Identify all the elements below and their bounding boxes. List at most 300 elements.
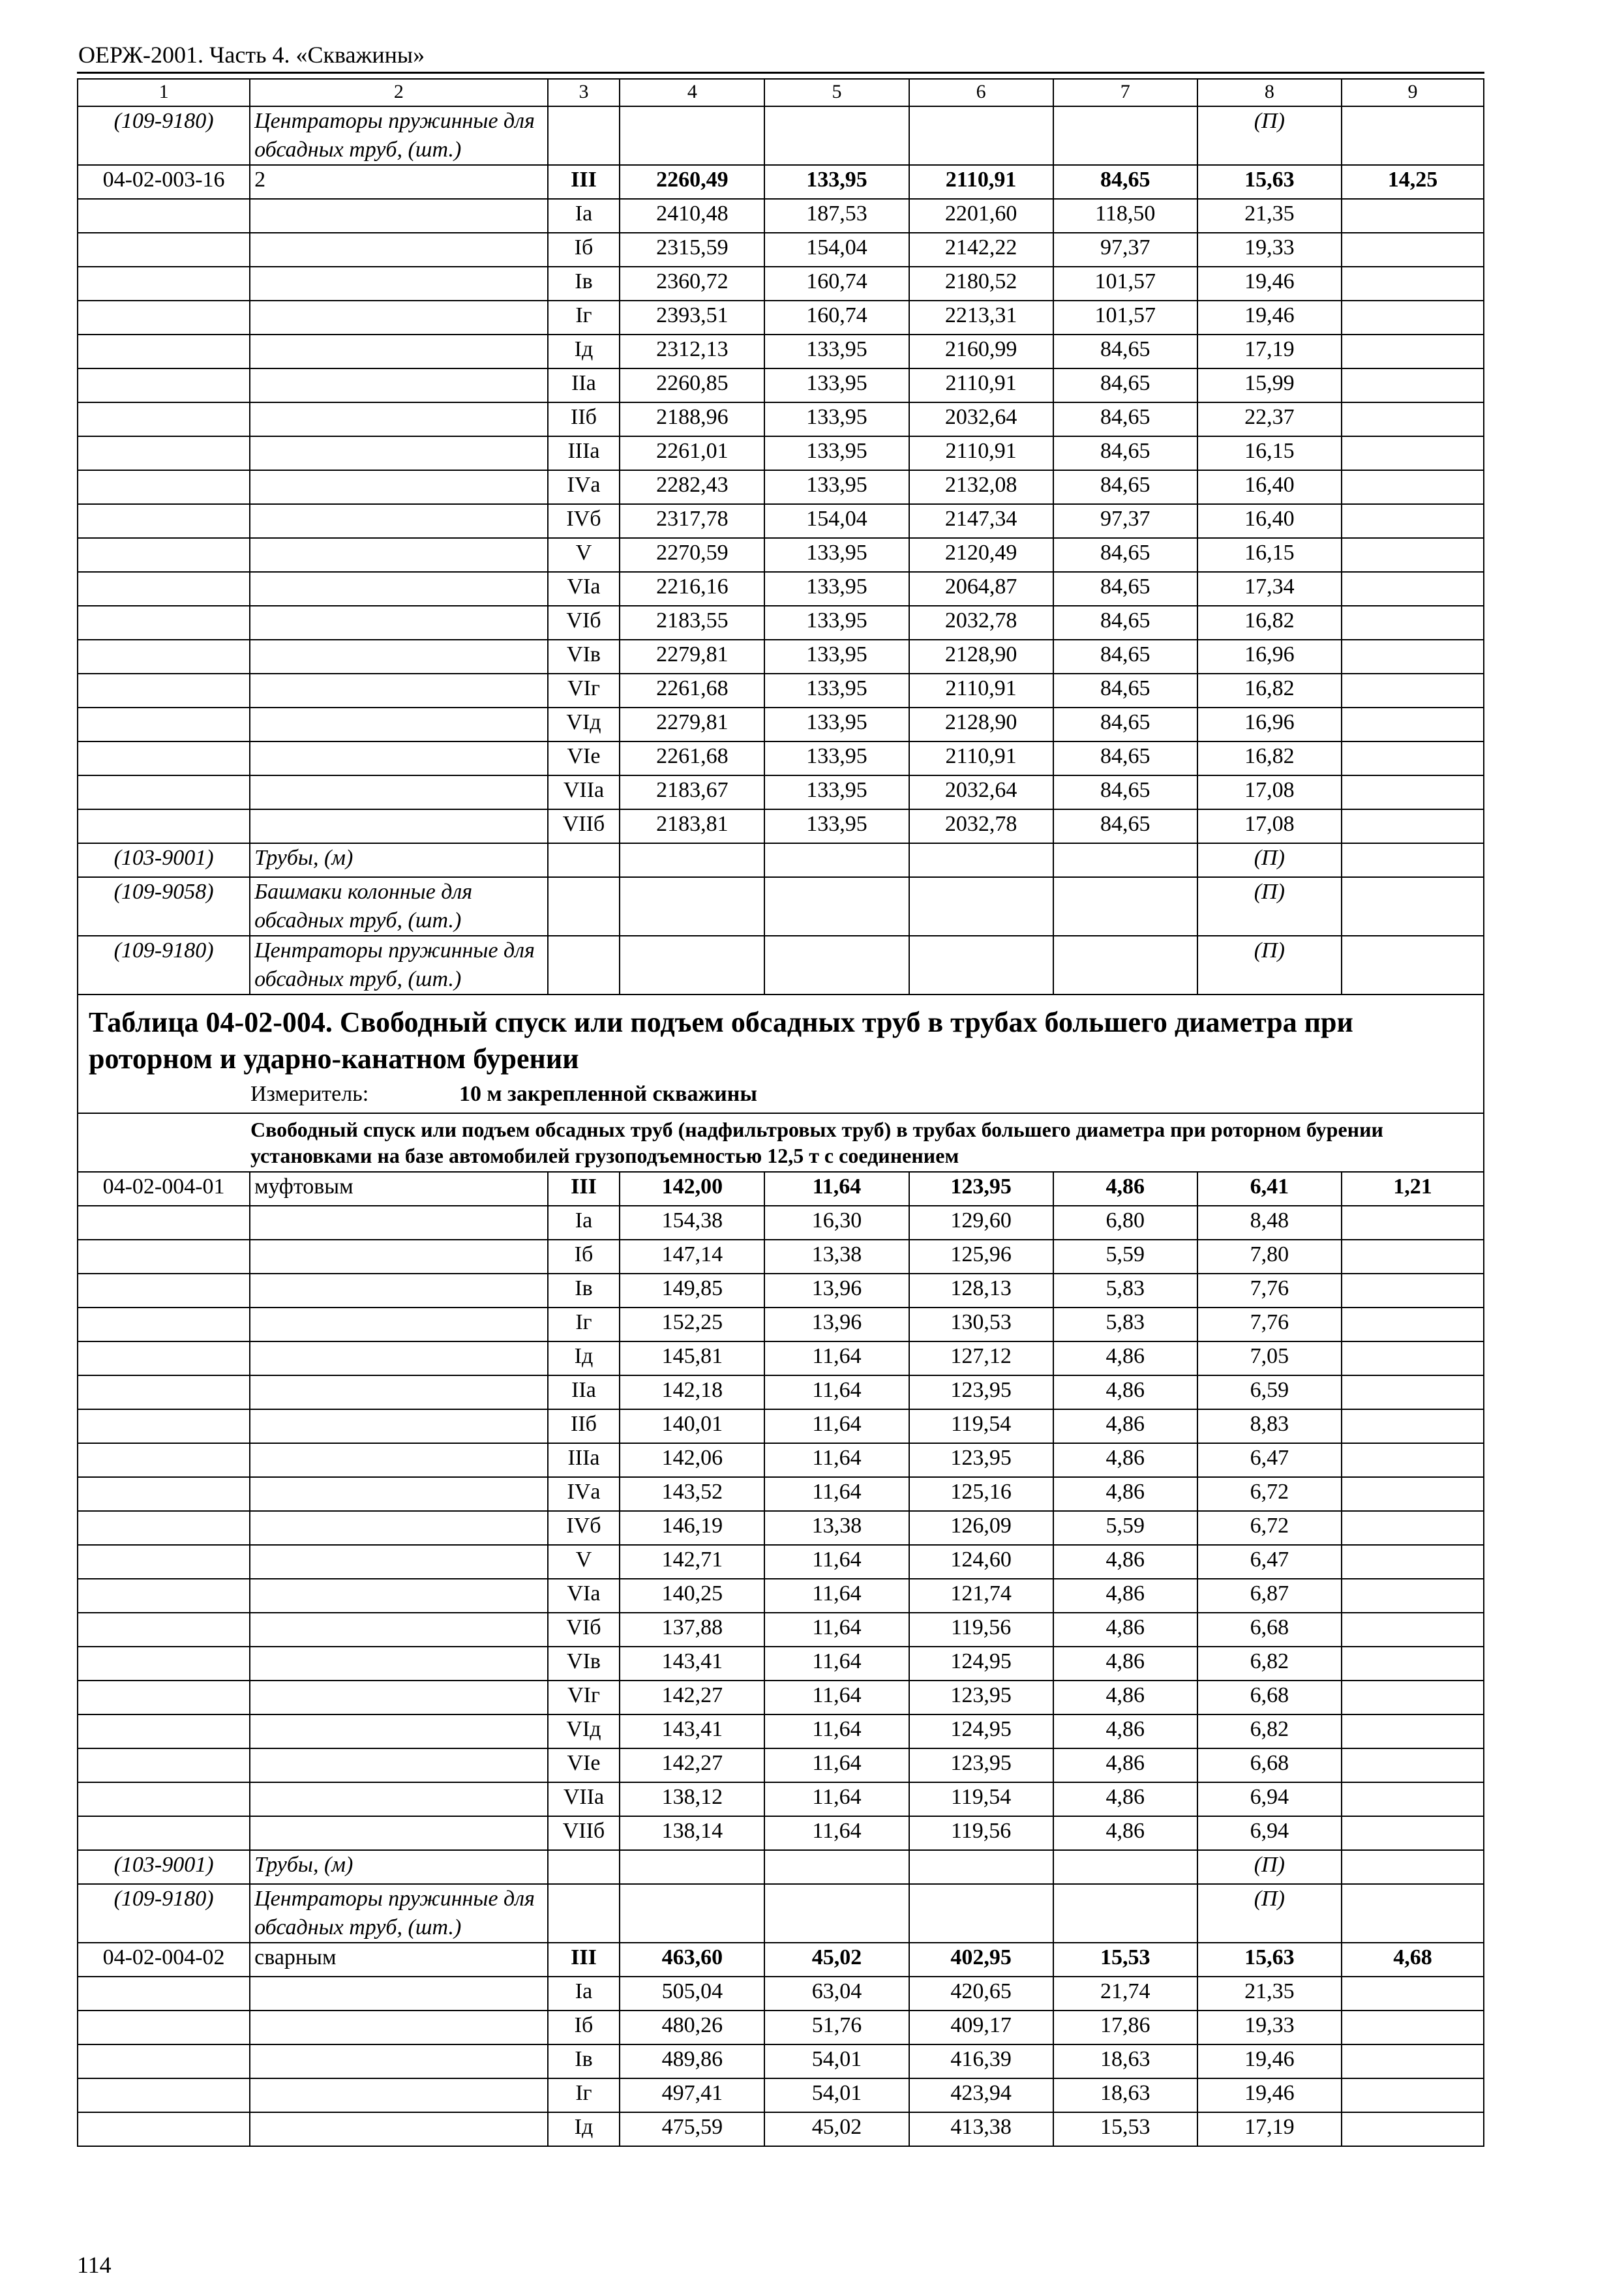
zone-code: VIIб: [548, 1816, 620, 1850]
empty-cell: [250, 1545, 548, 1579]
value-cell: 11,64: [764, 1375, 909, 1409]
value-cell: 133,95: [764, 572, 909, 606]
empty-cell: [78, 436, 250, 470]
value-cell: 19,33: [1197, 2011, 1342, 2044]
rate-row: [78, 775, 1484, 809]
zone-code: VIд: [548, 708, 620, 741]
empty-cell: [250, 1579, 548, 1613]
value-cell: 147,14: [620, 1240, 764, 1274]
value-cell: 4,86: [1053, 1545, 1197, 1579]
value-cell: 133,95: [764, 640, 909, 674]
empty-cell: [1053, 877, 1197, 936]
zone-code: IVа: [548, 1477, 620, 1511]
zone-code: Iг: [548, 1308, 620, 1341]
empty-cell: [1342, 1545, 1484, 1579]
value-cell: 402,95: [909, 1943, 1053, 1977]
value-cell: 2213,31: [909, 301, 1053, 335]
rate-row: [78, 640, 1484, 674]
value-cell: 2279,81: [620, 708, 764, 741]
zone-code: IIб: [548, 1409, 620, 1443]
empty-cell: [250, 1816, 548, 1850]
empty-cell: [250, 504, 548, 538]
value-cell: 475,59: [620, 2112, 764, 2146]
value-cell: 15,53: [1053, 2112, 1197, 2146]
value-cell: 119,56: [909, 1613, 1053, 1647]
value-cell: 118,50: [1053, 199, 1197, 233]
rate-name: муфтовым: [250, 1172, 548, 1206]
empty-cell: [764, 936, 909, 995]
zone-code: IVа: [548, 470, 620, 504]
value-cell: 11,64: [764, 1647, 909, 1681]
value-cell: 84,65: [1053, 538, 1197, 572]
resource-name: Центраторы пружинные для обсадных труб, (шт.): [250, 936, 548, 995]
value-cell: 84,65: [1053, 741, 1197, 775]
empty-cell: [250, 640, 548, 674]
zone-code: Iг: [548, 2078, 620, 2112]
value-cell: 142,71: [620, 1545, 764, 1579]
value-cell: 15,53: [1053, 1943, 1197, 1977]
value-cell: 6,82: [1197, 1714, 1342, 1748]
zone-code: Iб: [548, 233, 620, 267]
rate-row: [78, 504, 1484, 538]
value-cell: 4,86: [1053, 1816, 1197, 1850]
resource-row: [78, 936, 1484, 995]
column-number: 5: [764, 79, 909, 106]
value-cell: 16,96: [1197, 708, 1342, 741]
value-cell: 142,00: [620, 1172, 764, 1206]
value-cell: 5,59: [1053, 1240, 1197, 1274]
value-cell: 137,88: [620, 1613, 764, 1647]
empty-cell: [1342, 606, 1484, 640]
empty-cell: [250, 1341, 548, 1375]
empty-cell: [1053, 1850, 1197, 1884]
zone-code: III: [548, 165, 620, 199]
running-header: ОЕРЖ-2001. Часть 4. «Скважины»: [78, 42, 425, 68]
zone-code: Iа: [548, 1206, 620, 1240]
empty-cell: [1342, 301, 1484, 335]
value-cell: 17,19: [1197, 2112, 1342, 2146]
value-cell: 2216,16: [620, 572, 764, 606]
empty-cell: [1342, 2044, 1484, 2078]
rates-table: [77, 78, 1484, 2147]
column-number: 8: [1197, 79, 1342, 106]
value-cell: 45,02: [764, 1943, 909, 1977]
value-cell: 6,68: [1197, 1681, 1342, 1714]
header-rule: [77, 72, 1484, 74]
empty-cell: [1342, 2011, 1484, 2044]
value-cell: 140,25: [620, 1579, 764, 1613]
empty-cell: [78, 2078, 250, 2112]
zone-code: VIа: [548, 1579, 620, 1613]
value-cell: 4,86: [1053, 1375, 1197, 1409]
value-cell: 2282,43: [620, 470, 764, 504]
value-cell: 16,82: [1197, 606, 1342, 640]
zone-code: IIIа: [548, 1443, 620, 1477]
empty-cell: [1342, 1308, 1484, 1341]
zone-code: III: [548, 1943, 620, 1977]
value-cell: 5,83: [1053, 1274, 1197, 1308]
resource-code: (109-9180): [78, 936, 250, 995]
value-cell: 11,64: [764, 1477, 909, 1511]
zone-code: VIв: [548, 1647, 620, 1681]
empty-cell: [620, 877, 764, 936]
value-cell: 4,86: [1053, 1477, 1197, 1511]
value-cell: 18,63: [1053, 2078, 1197, 2112]
empty-cell: [78, 1545, 250, 1579]
empty-cell: [78, 1511, 250, 1545]
value-cell: 2183,81: [620, 809, 764, 843]
rate-row: [78, 1714, 1484, 1748]
empty-cell: [1342, 233, 1484, 267]
value-cell: 7,80: [1197, 1240, 1342, 1274]
empty-cell: [250, 708, 548, 741]
value-cell: 125,16: [909, 1477, 1053, 1511]
value-cell: 6,82: [1197, 1647, 1342, 1681]
rate-row: [78, 1477, 1484, 1511]
value-cell: 4,86: [1053, 1647, 1197, 1681]
empty-cell: [250, 1748, 548, 1782]
value-cell: 2128,90: [909, 708, 1053, 741]
value-cell: 17,19: [1197, 335, 1342, 368]
empty-cell: [1342, 1206, 1484, 1240]
resource-name: Трубы, (м): [250, 843, 548, 877]
zone-code: IVб: [548, 504, 620, 538]
empty-cell: [250, 1409, 548, 1443]
value-cell: 16,96: [1197, 640, 1342, 674]
value-cell: 19,33: [1197, 233, 1342, 267]
value-cell: 7,76: [1197, 1308, 1342, 1341]
zone-code: VIд: [548, 1714, 620, 1748]
rate-row: [78, 1206, 1484, 1240]
value-cell: 2160,99: [909, 335, 1053, 368]
value-cell: 11,64: [764, 1579, 909, 1613]
value-cell: 489,86: [620, 2044, 764, 2078]
value-cell: 129,60: [909, 1206, 1053, 1240]
value-cell: 160,74: [764, 267, 909, 301]
rate-row: [78, 1375, 1484, 1409]
empty-cell: [250, 1647, 548, 1681]
rate-row: [78, 1647, 1484, 1681]
zone-code: IIа: [548, 1375, 620, 1409]
resource-mark: (П): [1197, 936, 1342, 995]
empty-cell: [250, 674, 548, 708]
value-cell: 187,53: [764, 199, 909, 233]
column-number: 2: [250, 79, 548, 106]
empty-cell: [78, 1977, 250, 2011]
empty-cell: [909, 1850, 1053, 1884]
value-cell: 6,94: [1197, 1782, 1342, 1816]
value-cell: 18,63: [1053, 2044, 1197, 2078]
value-cell: 63,04: [764, 1977, 909, 2011]
resource-row: [78, 877, 1484, 936]
measure-label: Измеритель:: [250, 1082, 369, 1106]
value-cell: 123,95: [909, 1681, 1053, 1714]
empty-cell: [250, 1206, 548, 1240]
value-cell: 19,46: [1197, 301, 1342, 335]
value-cell: 4,86: [1053, 1409, 1197, 1443]
value-cell: 13,96: [764, 1274, 909, 1308]
rate-row: [78, 165, 1484, 199]
rate-row: [78, 674, 1484, 708]
value-cell: 21,35: [1197, 1977, 1342, 2011]
empty-cell: [78, 1816, 250, 1850]
empty-cell: [1342, 2112, 1484, 2146]
value-cell: 21,74: [1053, 1977, 1197, 2011]
rate-row: [78, 1308, 1484, 1341]
resource-row: [78, 106, 1484, 165]
rate-row: [78, 233, 1484, 267]
empty-cell: [78, 267, 250, 301]
empty-cell: [909, 877, 1053, 936]
value-cell: 16,40: [1197, 504, 1342, 538]
value-cell: 84,65: [1053, 640, 1197, 674]
empty-cell: [78, 1681, 250, 1714]
empty-cell: [250, 301, 548, 335]
zone-code: VIа: [548, 572, 620, 606]
rates-table-body: [78, 79, 1484, 2146]
empty-cell: [78, 368, 250, 402]
zone-code: VIIб: [548, 809, 620, 843]
value-cell: 149,85: [620, 1274, 764, 1308]
empty-cell: [1342, 335, 1484, 368]
value-cell: 11,64: [764, 1782, 909, 1816]
empty-cell: [250, 1714, 548, 1748]
zone-code: IIб: [548, 402, 620, 436]
empty-cell: [250, 267, 548, 301]
empty-cell: [78, 674, 250, 708]
empty-cell: [1342, 1850, 1484, 1884]
empty-cell: [250, 199, 548, 233]
empty-cell: [78, 199, 250, 233]
value-cell: 84,65: [1053, 809, 1197, 843]
value-cell: 11,64: [764, 1748, 909, 1782]
zone-code: III: [548, 1172, 620, 1206]
empty-cell: [1342, 741, 1484, 775]
empty-cell: [548, 936, 620, 995]
value-cell: 2270,59: [620, 538, 764, 572]
empty-cell: [250, 233, 548, 267]
column-number: 1: [78, 79, 250, 106]
value-cell: 142,06: [620, 1443, 764, 1477]
empty-cell: [1342, 708, 1484, 741]
resource-row: [78, 1850, 1484, 1884]
value-cell: 84,65: [1053, 470, 1197, 504]
empty-cell: [250, 1308, 548, 1341]
empty-cell: [250, 2044, 548, 2078]
value-cell: 2032,78: [909, 809, 1053, 843]
value-cell: 2410,48: [620, 199, 764, 233]
zone-code: Iб: [548, 1240, 620, 1274]
value-cell: 11,64: [764, 1409, 909, 1443]
empty-cell: [78, 1274, 250, 1308]
zone-code: VIб: [548, 1613, 620, 1647]
value-cell: 2110,91: [909, 741, 1053, 775]
value-cell: 2183,67: [620, 775, 764, 809]
rate-name: сварным: [250, 1943, 548, 1977]
empty-cell: [909, 1884, 1053, 1943]
empty-cell: [78, 1206, 250, 1240]
empty-cell: [548, 106, 620, 165]
value-cell: 84,65: [1053, 165, 1197, 199]
empty-cell: [1342, 572, 1484, 606]
value-cell: 124,95: [909, 1647, 1053, 1681]
value-cell: 6,41: [1197, 1172, 1342, 1206]
value-cell: 2110,91: [909, 674, 1053, 708]
empty-cell: [78, 504, 250, 538]
value-cell: 84,65: [1053, 674, 1197, 708]
table-title-cell: [78, 995, 1484, 1113]
value-cell: 21,35: [1197, 199, 1342, 233]
value-cell: 119,56: [909, 1816, 1053, 1850]
empty-cell: [1342, 402, 1484, 436]
value-cell: 2315,59: [620, 233, 764, 267]
empty-cell: [1342, 1375, 1484, 1409]
value-cell: 15,63: [1197, 1943, 1342, 1977]
empty-cell: [1342, 843, 1484, 877]
zone-code: Iг: [548, 301, 620, 335]
empty-cell: [620, 106, 764, 165]
value-cell: 6,72: [1197, 1511, 1342, 1545]
value-cell: 133,95: [764, 741, 909, 775]
empty-cell: [78, 2011, 250, 2044]
rate-row: [78, 267, 1484, 301]
value-cell: 54,01: [764, 2044, 909, 2078]
value-cell: 5,83: [1053, 1308, 1197, 1341]
value-cell: 84,65: [1053, 335, 1197, 368]
value-cell: 416,39: [909, 2044, 1053, 2078]
empty-cell: [1342, 1748, 1484, 1782]
value-cell: 2110,91: [909, 368, 1053, 402]
empty-cell: [250, 368, 548, 402]
column-number: 3: [548, 79, 620, 106]
empty-cell: [78, 301, 250, 335]
value-cell: 16,40: [1197, 470, 1342, 504]
empty-cell: [78, 470, 250, 504]
value-cell: 17,34: [1197, 572, 1342, 606]
value-cell: 16,82: [1197, 741, 1342, 775]
empty-cell: [78, 606, 250, 640]
value-cell: 16,15: [1197, 538, 1342, 572]
value-cell: 133,95: [764, 335, 909, 368]
rate-row: [78, 1511, 1484, 1545]
value-cell: 4,86: [1053, 1613, 1197, 1647]
empty-cell: [250, 572, 548, 606]
value-cell: 84,65: [1053, 572, 1197, 606]
value-cell: 2120,49: [909, 538, 1053, 572]
zone-code: VIIа: [548, 1782, 620, 1816]
empty-cell: [1342, 1816, 1484, 1850]
rate-row: [78, 606, 1484, 640]
value-cell: 4,86: [1053, 1341, 1197, 1375]
empty-cell: [1342, 809, 1484, 843]
rate-row: [78, 809, 1484, 843]
empty-cell: [78, 2112, 250, 2146]
zone-code: VIв: [548, 640, 620, 674]
value-cell: 133,95: [764, 606, 909, 640]
rate-row: [78, 538, 1484, 572]
value-cell: 2260,85: [620, 368, 764, 402]
empty-cell: [1053, 843, 1197, 877]
empty-cell: [78, 335, 250, 368]
value-cell: 2261,68: [620, 674, 764, 708]
value-cell: 2261,68: [620, 741, 764, 775]
empty-cell: [1342, 470, 1484, 504]
rate-row: [78, 2044, 1484, 2078]
empty-cell: [1342, 877, 1484, 936]
rate-row: [78, 1977, 1484, 2011]
value-cell: 125,96: [909, 1240, 1053, 1274]
value-cell: 2183,55: [620, 606, 764, 640]
value-cell: 84,65: [1053, 402, 1197, 436]
empty-cell: [78, 1579, 250, 1613]
zone-code: Iв: [548, 2044, 620, 2078]
value-cell: 2261,01: [620, 436, 764, 470]
labor-cost: 14,25: [1342, 165, 1484, 199]
empty-cell: [1342, 1613, 1484, 1647]
value-cell: 15,63: [1197, 165, 1342, 199]
empty-cell: [1342, 1341, 1484, 1375]
value-cell: 54,01: [764, 2078, 909, 2112]
value-cell: 4,86: [1053, 1782, 1197, 1816]
empty-cell: [78, 402, 250, 436]
resource-name: Трубы, (м): [250, 1850, 548, 1884]
rate-row: [78, 1748, 1484, 1782]
value-cell: 84,65: [1053, 708, 1197, 741]
value-cell: 2279,81: [620, 640, 764, 674]
empty-cell: [78, 741, 250, 775]
empty-cell: [548, 877, 620, 936]
value-cell: 13,38: [764, 1240, 909, 1274]
value-cell: 124,95: [909, 1714, 1053, 1748]
value-cell: 11,64: [764, 1341, 909, 1375]
value-cell: 11,64: [764, 1613, 909, 1647]
empty-cell: [1342, 1977, 1484, 2011]
zone-code: Iд: [548, 335, 620, 368]
value-cell: 152,25: [620, 1308, 764, 1341]
value-cell: 101,57: [1053, 267, 1197, 301]
empty-cell: [764, 877, 909, 936]
empty-cell: [1342, 267, 1484, 301]
rate-name: 2: [250, 165, 548, 199]
value-cell: 124,60: [909, 1545, 1053, 1579]
empty-cell: [250, 1613, 548, 1647]
value-cell: 19,46: [1197, 2078, 1342, 2112]
resource-code: (109-9180): [78, 1884, 250, 1943]
empty-cell: [78, 1477, 250, 1511]
empty-cell: [78, 1714, 250, 1748]
empty-cell: [78, 809, 250, 843]
empty-cell: [548, 1884, 620, 1943]
empty-cell: [1342, 504, 1484, 538]
empty-cell: [78, 538, 250, 572]
rate-row: [78, 741, 1484, 775]
value-cell: 11,64: [764, 1816, 909, 1850]
value-cell: 123,95: [909, 1748, 1053, 1782]
zone-code: VIг: [548, 674, 620, 708]
value-cell: 154,04: [764, 233, 909, 267]
empty-cell: [78, 1240, 250, 1274]
value-cell: 6,94: [1197, 1816, 1342, 1850]
column-number: 6: [909, 79, 1053, 106]
value-cell: 121,74: [909, 1579, 1053, 1613]
empty-cell: [78, 1748, 250, 1782]
empty-cell: [1342, 936, 1484, 995]
empty-cell: [1342, 1681, 1484, 1714]
rate-row: [78, 402, 1484, 436]
rate-row: [78, 1681, 1484, 1714]
rate-row: [78, 708, 1484, 741]
value-cell: 143,41: [620, 1714, 764, 1748]
